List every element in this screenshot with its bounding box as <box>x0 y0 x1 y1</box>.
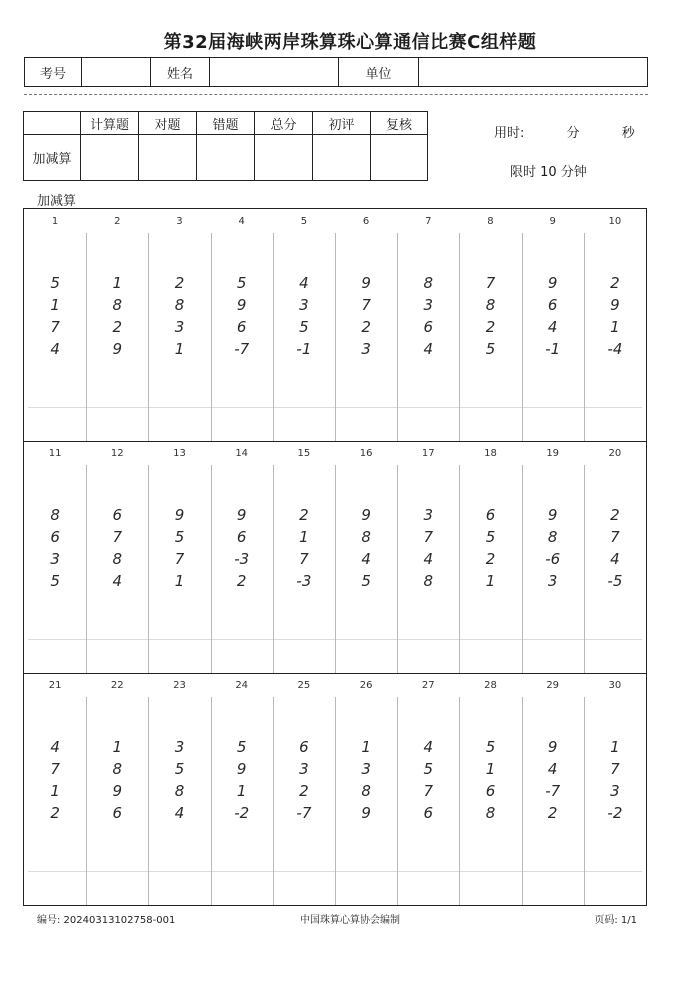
footer-code: 编号: 20240313102758-001 <box>37 915 176 926</box>
problem-value: -1 <box>545 340 561 358</box>
cut-line <box>24 94 648 95</box>
column-divider <box>148 697 149 905</box>
problem-value: 7 <box>423 528 434 546</box>
problem-number: 4 <box>238 216 245 227</box>
column-divider <box>397 233 398 441</box>
column-divider <box>522 233 523 441</box>
problem-value: 4 <box>423 738 434 756</box>
problem-column[interactable] <box>273 441 335 673</box>
column-divider <box>86 233 87 441</box>
problem-value: 3 <box>174 738 185 756</box>
problem-value: 5 <box>50 572 60 590</box>
problem-value: 2 <box>547 804 558 822</box>
problem-number: 22 <box>110 680 124 691</box>
problem-value: 3 <box>299 760 309 778</box>
problem-column[interactable] <box>335 673 397 905</box>
problem-value: 1 <box>485 572 496 590</box>
problem-column[interactable] <box>584 673 646 905</box>
problem-column[interactable] <box>397 209 459 441</box>
column-divider <box>522 465 523 673</box>
column-divider <box>273 233 274 441</box>
problem-column[interactable] <box>148 673 210 905</box>
problem-number: 1 <box>51 216 59 227</box>
problem-value: 7 <box>299 550 309 568</box>
problem-value: 9 <box>547 506 558 524</box>
problem-value: 2 <box>610 274 620 292</box>
problem-number: 9 <box>549 216 556 227</box>
score-cell[interactable] <box>313 135 371 181</box>
candidate-info-table <box>24 57 648 87</box>
column-divider <box>211 233 212 441</box>
problem-value: 2 <box>299 782 309 800</box>
column-divider <box>459 233 460 441</box>
problem-column[interactable] <box>273 209 335 441</box>
problem-column[interactable] <box>459 673 521 905</box>
time-used-label: 用时: <box>494 126 525 141</box>
problem-value: 8 <box>485 296 496 314</box>
problem-value: 3 <box>174 318 185 336</box>
problem-column[interactable] <box>522 209 584 441</box>
score-header-chuping: 初评 <box>313 112 371 135</box>
problem-number: 23 <box>173 680 186 691</box>
score-header-zongfen: 总分 <box>255 112 313 135</box>
score-cell[interactable] <box>255 135 313 181</box>
problem-column[interactable] <box>397 441 459 673</box>
problem-value: 5 <box>50 274 60 292</box>
problem-value: 2 <box>361 318 371 336</box>
time-used-sec: 秒 <box>621 126 635 141</box>
problem-value: 7 <box>174 550 185 568</box>
problem-value: 9 <box>112 782 123 800</box>
problem-value: 5 <box>236 274 247 292</box>
problem-value: 3 <box>423 506 434 524</box>
problem-number: 16 <box>359 448 373 459</box>
column-divider <box>211 465 212 673</box>
problem-value: 4 <box>50 340 60 358</box>
problem-value: 1 <box>50 296 60 314</box>
problem-value: 5 <box>485 340 496 358</box>
problem-value: 9 <box>236 296 247 314</box>
problem-value: 7 <box>423 782 434 800</box>
problem-value: 6 <box>485 506 496 524</box>
column-divider <box>397 697 398 905</box>
name-label: 姓名 <box>151 58 210 87</box>
problem-value: 2 <box>112 318 123 336</box>
problem-value: 9 <box>174 506 185 524</box>
problem-number: 17 <box>421 448 435 459</box>
problem-value: 2 <box>299 506 309 524</box>
problem-number: 24 <box>235 680 249 691</box>
column-divider <box>273 697 274 905</box>
problem-column[interactable] <box>335 209 397 441</box>
column-divider <box>148 465 149 673</box>
problem-number: 12 <box>110 448 124 459</box>
column-divider <box>584 697 585 905</box>
problem-value: 8 <box>361 528 371 546</box>
problem-value: 4 <box>423 550 434 568</box>
problem-number: 14 <box>235 448 249 459</box>
problem-value: 8 <box>423 274 434 292</box>
problem-block <box>24 441 646 673</box>
column-divider <box>459 465 460 673</box>
footer-publisher: 中国珠算心算协会编制 <box>300 915 400 926</box>
problem-value: 7 <box>112 528 123 546</box>
problem-number: 8 <box>487 216 494 227</box>
problem-column[interactable] <box>86 441 148 673</box>
problem-number: 11 <box>48 448 62 459</box>
problem-number: 26 <box>359 680 373 691</box>
problem-value: 1 <box>610 738 620 756</box>
problem-value: 2 <box>610 506 620 524</box>
problem-value: 5 <box>485 738 496 756</box>
problem-value: 3 <box>610 782 620 800</box>
problem-number: 7 <box>425 216 432 227</box>
problem-value: 6 <box>112 804 123 822</box>
problem-value: 5 <box>174 528 185 546</box>
problem-value: -7 <box>545 782 561 800</box>
problem-value: 5 <box>236 738 247 756</box>
problem-value: 8 <box>361 782 371 800</box>
page-title: 第32届海峡两岸珠算珠心算通信比赛C组样题 <box>163 32 537 53</box>
problem-value: 6 <box>423 804 434 822</box>
problem-value: 9 <box>361 506 371 524</box>
problem-value: 9 <box>361 804 371 822</box>
problem-column[interactable] <box>24 209 86 441</box>
problem-value: 2 <box>50 804 60 822</box>
problem-value: 6 <box>112 506 123 524</box>
kaohao-label: 考号 <box>25 58 82 87</box>
unit-label: 单位 <box>339 58 419 87</box>
problem-number: 27 <box>421 680 435 691</box>
problem-value: 2 <box>485 550 496 568</box>
problem-number: 20 <box>608 448 622 459</box>
problem-value: 6 <box>547 296 558 314</box>
problem-value: 8 <box>50 506 60 524</box>
problem-value: 4 <box>174 804 185 822</box>
problem-value: 1 <box>112 738 123 756</box>
problem-value: 3 <box>547 572 558 590</box>
score-header-duiti: 对题 <box>139 112 197 135</box>
problem-value: 6 <box>236 318 247 336</box>
problem-column[interactable] <box>397 673 459 905</box>
problem-value: 5 <box>361 572 371 590</box>
problem-value: 8 <box>174 296 185 314</box>
problem-value: 9 <box>361 274 371 292</box>
problem-value: 5 <box>423 760 434 778</box>
problem-value: 2 <box>236 572 247 590</box>
problem-value: -2 <box>607 804 623 822</box>
problem-value: 9 <box>610 296 620 314</box>
problem-value: 3 <box>423 296 434 314</box>
problem-number: 6 <box>362 216 370 227</box>
problem-value: 8 <box>112 760 123 778</box>
problem-number: 30 <box>608 680 622 691</box>
column-divider <box>86 697 87 905</box>
problem-column[interactable] <box>211 209 273 441</box>
problem-value: -5 <box>607 572 623 590</box>
problem-value: 7 <box>610 760 620 778</box>
time-used <box>494 122 635 141</box>
column-divider <box>522 697 523 905</box>
score-cell[interactable] <box>371 135 428 181</box>
problem-column[interactable] <box>335 441 397 673</box>
column-divider <box>86 465 87 673</box>
problem-value: 9 <box>547 274 558 292</box>
problem-value: 7 <box>361 296 371 314</box>
score-header-fuhe: 复核 <box>371 112 428 135</box>
problem-value: 4 <box>423 340 434 358</box>
score-corner <box>24 112 81 135</box>
problem-value: 4 <box>547 318 558 336</box>
problem-number: 25 <box>297 680 311 691</box>
problem-value: -7 <box>234 340 250 358</box>
column-divider <box>584 233 585 441</box>
problem-value: 7 <box>485 274 496 292</box>
problem-value: 4 <box>361 550 371 568</box>
problem-value: -1 <box>296 340 312 358</box>
problem-value: 4 <box>50 738 60 756</box>
problem-value: 8 <box>547 528 558 546</box>
time-used-min: 分 <box>566 126 580 141</box>
problem-column[interactable] <box>148 441 210 673</box>
problem-value: 5 <box>299 318 309 336</box>
problem-block <box>24 673 646 905</box>
problem-column[interactable] <box>211 441 273 673</box>
problem-number: 15 <box>297 448 311 459</box>
problem-value: 2 <box>485 318 496 336</box>
problem-value: 1 <box>485 760 496 778</box>
column-divider <box>148 233 149 441</box>
problem-value: 1 <box>174 340 185 358</box>
problem-value: 1 <box>361 738 371 756</box>
problem-column[interactable] <box>273 673 335 905</box>
column-divider <box>397 465 398 673</box>
problem-number: 18 <box>484 448 497 459</box>
problem-value: 4 <box>112 572 123 590</box>
problem-value: -4 <box>607 340 623 358</box>
problem-block <box>24 209 646 441</box>
problem-number: 5 <box>300 216 308 227</box>
problem-value: 9 <box>236 760 247 778</box>
time-limit: 限时 10 分钟 <box>510 165 587 180</box>
problem-column[interactable] <box>459 441 521 673</box>
problem-value: 5 <box>174 760 185 778</box>
score-cell[interactable] <box>197 135 255 181</box>
problem-value: -3 <box>296 572 312 590</box>
column-divider <box>584 465 585 673</box>
problem-value: 1 <box>174 572 185 590</box>
problem-value: 7 <box>610 528 620 546</box>
unit-field[interactable] <box>419 58 648 87</box>
problem-column[interactable] <box>459 209 521 441</box>
problem-value: 6 <box>423 318 434 336</box>
problem-value: 2 <box>174 274 185 292</box>
problem-value: 3 <box>299 296 309 314</box>
score-cell[interactable] <box>81 135 139 181</box>
problem-column[interactable] <box>86 673 148 905</box>
score-header-jisuanti: 计算题 <box>81 112 139 135</box>
problem-number: 13 <box>173 448 186 459</box>
problem-value: 1 <box>610 318 620 336</box>
problem-value: 8 <box>112 296 123 314</box>
column-divider <box>335 465 336 673</box>
problem-value: -2 <box>234 804 250 822</box>
column-divider <box>273 465 274 673</box>
column-divider <box>335 697 336 905</box>
problem-value: 6 <box>236 528 247 546</box>
problem-value: 5 <box>485 528 496 546</box>
name-field[interactable] <box>210 58 339 87</box>
score-header-cuoti: 错题 <box>197 112 255 135</box>
problem-value: 1 <box>236 782 247 800</box>
problem-value: 4 <box>299 274 309 292</box>
problem-value: -7 <box>296 804 312 822</box>
problem-value: 8 <box>174 782 185 800</box>
problem-grid <box>23 208 647 906</box>
problem-value: 4 <box>610 550 620 568</box>
problem-number: 28 <box>484 680 497 691</box>
score-cell[interactable] <box>139 135 197 181</box>
problem-column[interactable] <box>522 673 584 905</box>
kaohao-field[interactable] <box>82 58 151 87</box>
problem-value: 7 <box>50 318 60 336</box>
problem-column[interactable] <box>148 209 210 441</box>
problem-value: 9 <box>547 738 558 756</box>
problem-column[interactable] <box>584 209 646 441</box>
problem-value: -3 <box>234 550 250 568</box>
problem-number: 19 <box>546 448 560 459</box>
problem-value: 1 <box>50 782 60 800</box>
problem-value: 3 <box>361 760 371 778</box>
problem-value: 7 <box>50 760 60 778</box>
problem-column[interactable] <box>584 441 646 673</box>
problem-value: 1 <box>112 274 123 292</box>
problem-value: 8 <box>112 550 123 568</box>
column-divider <box>211 697 212 905</box>
score-table <box>23 111 428 181</box>
problem-value: -6 <box>545 550 561 568</box>
problem-value: 8 <box>423 572 434 590</box>
section-label: 加减算 <box>37 194 77 209</box>
problem-value: 4 <box>547 760 558 778</box>
problem-column[interactable] <box>24 441 86 673</box>
problem-number: 10 <box>608 216 622 227</box>
footer-page: 页码: 1/1 <box>594 915 637 926</box>
column-divider <box>459 697 460 905</box>
problem-column[interactable] <box>24 673 86 905</box>
problem-value: 6 <box>299 738 309 756</box>
problem-value: 3 <box>50 550 60 568</box>
problem-value: 1 <box>299 528 309 546</box>
problem-column[interactable] <box>211 673 273 905</box>
problem-number: 21 <box>48 680 62 691</box>
problem-value: 6 <box>50 528 60 546</box>
problem-number: 2 <box>114 216 121 227</box>
column-divider <box>335 233 336 441</box>
problem-value: 8 <box>485 804 496 822</box>
problem-value: 9 <box>236 506 247 524</box>
problem-number: 29 <box>546 680 560 691</box>
problem-number: 3 <box>176 216 183 227</box>
problem-column[interactable] <box>522 441 584 673</box>
problem-value: 3 <box>361 340 371 358</box>
score-row-label: 加减算 <box>24 135 81 181</box>
problem-column[interactable] <box>86 209 148 441</box>
problem-value: 6 <box>485 782 496 800</box>
problem-value: 9 <box>112 340 123 358</box>
